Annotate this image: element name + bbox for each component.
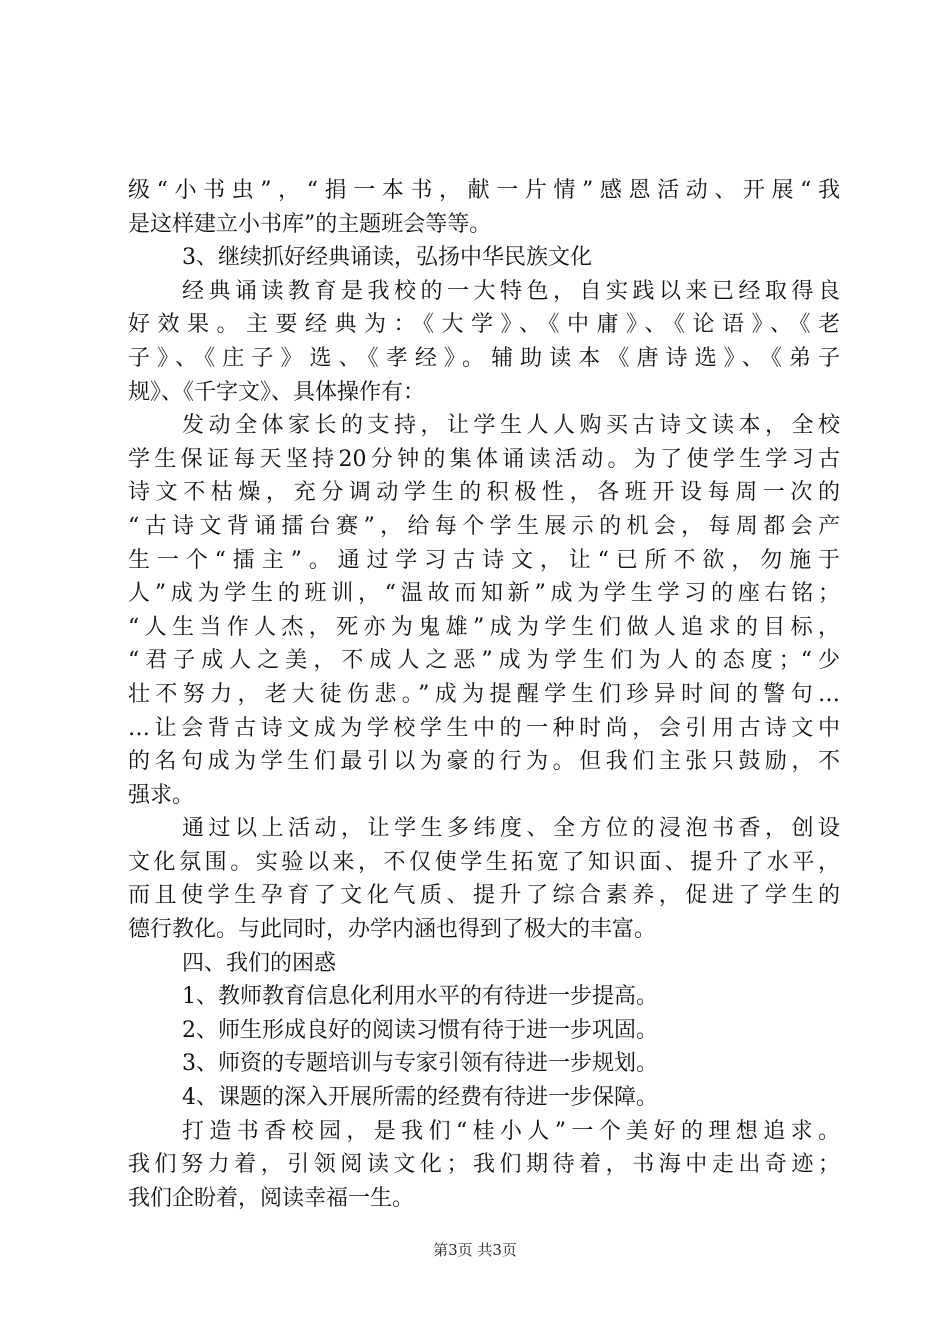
text-line: 子》、《庄子》选、《孝经》。辅助读本《唐诗选》、《弟子 xyxy=(128,345,840,371)
text-line: 发动全体家长的支持，让学生人人购买古诗文读本，全校 xyxy=(182,413,840,439)
text-line: 学生保证每天坚持20分钟的集体诵读活动。为了使学生学习古 xyxy=(128,446,840,472)
text-line: 通过以上活动，让学生多纬度、全方位的浸泡书香，创设 xyxy=(182,816,840,842)
text-line: 我们努力着，引领阅读文化；我们期待着，书海中走出奇迹； xyxy=(128,1152,840,1178)
text-line: 壮不努力，老大徒伤悲。”成为提醒学生们珍异时间的警句… xyxy=(128,681,840,707)
text-line: 1、教师教育信息化利用水平的有待进一步提高。 xyxy=(182,984,658,1010)
text-line: 2、师生形成良好的阅读习惯有待于进一步巩固。 xyxy=(182,1017,658,1043)
text-line: 的名句成为学生们最引以为豪的行为。但我们主张只鼓励，不 xyxy=(128,749,840,775)
text-line: 人”成为学生的班训，“温故而知新”成为学生学习的座右铭； xyxy=(128,581,840,607)
text-line: 3、师资的专题培训与专家引领有待进一步规划。 xyxy=(182,1051,658,1077)
text-line: 诗文不枯燥，充分调动学生的积极性，各班开设每周一次的 xyxy=(128,480,840,506)
text-line: 规》、《千字文》、具体操作有： xyxy=(128,379,426,405)
document-body xyxy=(128,174,840,1215)
text-line: 4、课题的深入开展所需的经费有待进一步保障。 xyxy=(182,1085,658,1111)
text-line: 经典诵读教育是我校的一大特色，自实践以来已经取得良 xyxy=(182,278,840,304)
text-line: 强求。 xyxy=(128,782,195,808)
text-line: …让会背古诗文成为学校学生中的一种时尚，会引用古诗文中 xyxy=(128,715,840,741)
text-line: 我们企盼着，阅读幸福一生。 xyxy=(128,1185,415,1211)
text-line: 四、我们的困惑 xyxy=(182,950,337,976)
text-line: 打造书香校园，是我们“桂小人”一个美好的理想追求。 xyxy=(182,1118,840,1144)
text-line: 德行教化。与此同时，办学内涵也得到了极大的丰富。 xyxy=(128,917,657,943)
text-line: 级“小书虫”，“捐一本书，献一片情”感恩活动、开展“我 xyxy=(128,178,840,203)
page-footer: 第3页 共3页 xyxy=(433,1241,517,1259)
text-line: “古诗文背诵擂台赛”，给每个学生展示的机会，每周都会产 xyxy=(128,513,840,539)
text-line: 是这样建立小书库”的主题班会等等。 xyxy=(128,211,492,237)
text-line: 而且使学生孕育了文化气质、提升了综合素养，促进了学生的 xyxy=(128,883,840,909)
text-line: 文化氛围。实验以来，不仅使学生拓宽了知识面、提升了水平， xyxy=(128,849,840,875)
text-line: 生一个“擂主”。通过学习古诗文，让“已所不欲，勿施于 xyxy=(128,547,840,573)
text-line: “人生当作人杰，死亦为鬼雄”成为学生们做人追求的目标， xyxy=(128,614,840,640)
text-line: 3、继续抓好经典诵读，弘扬中华民族文化 xyxy=(182,245,592,271)
text-line: 好效果。主要经典为：《大学》、《中庸》、《论语》、《老 xyxy=(128,312,840,338)
text-line: “君子成人之美，不成人之恶”成为学生们为人的态度；“少 xyxy=(128,648,840,674)
